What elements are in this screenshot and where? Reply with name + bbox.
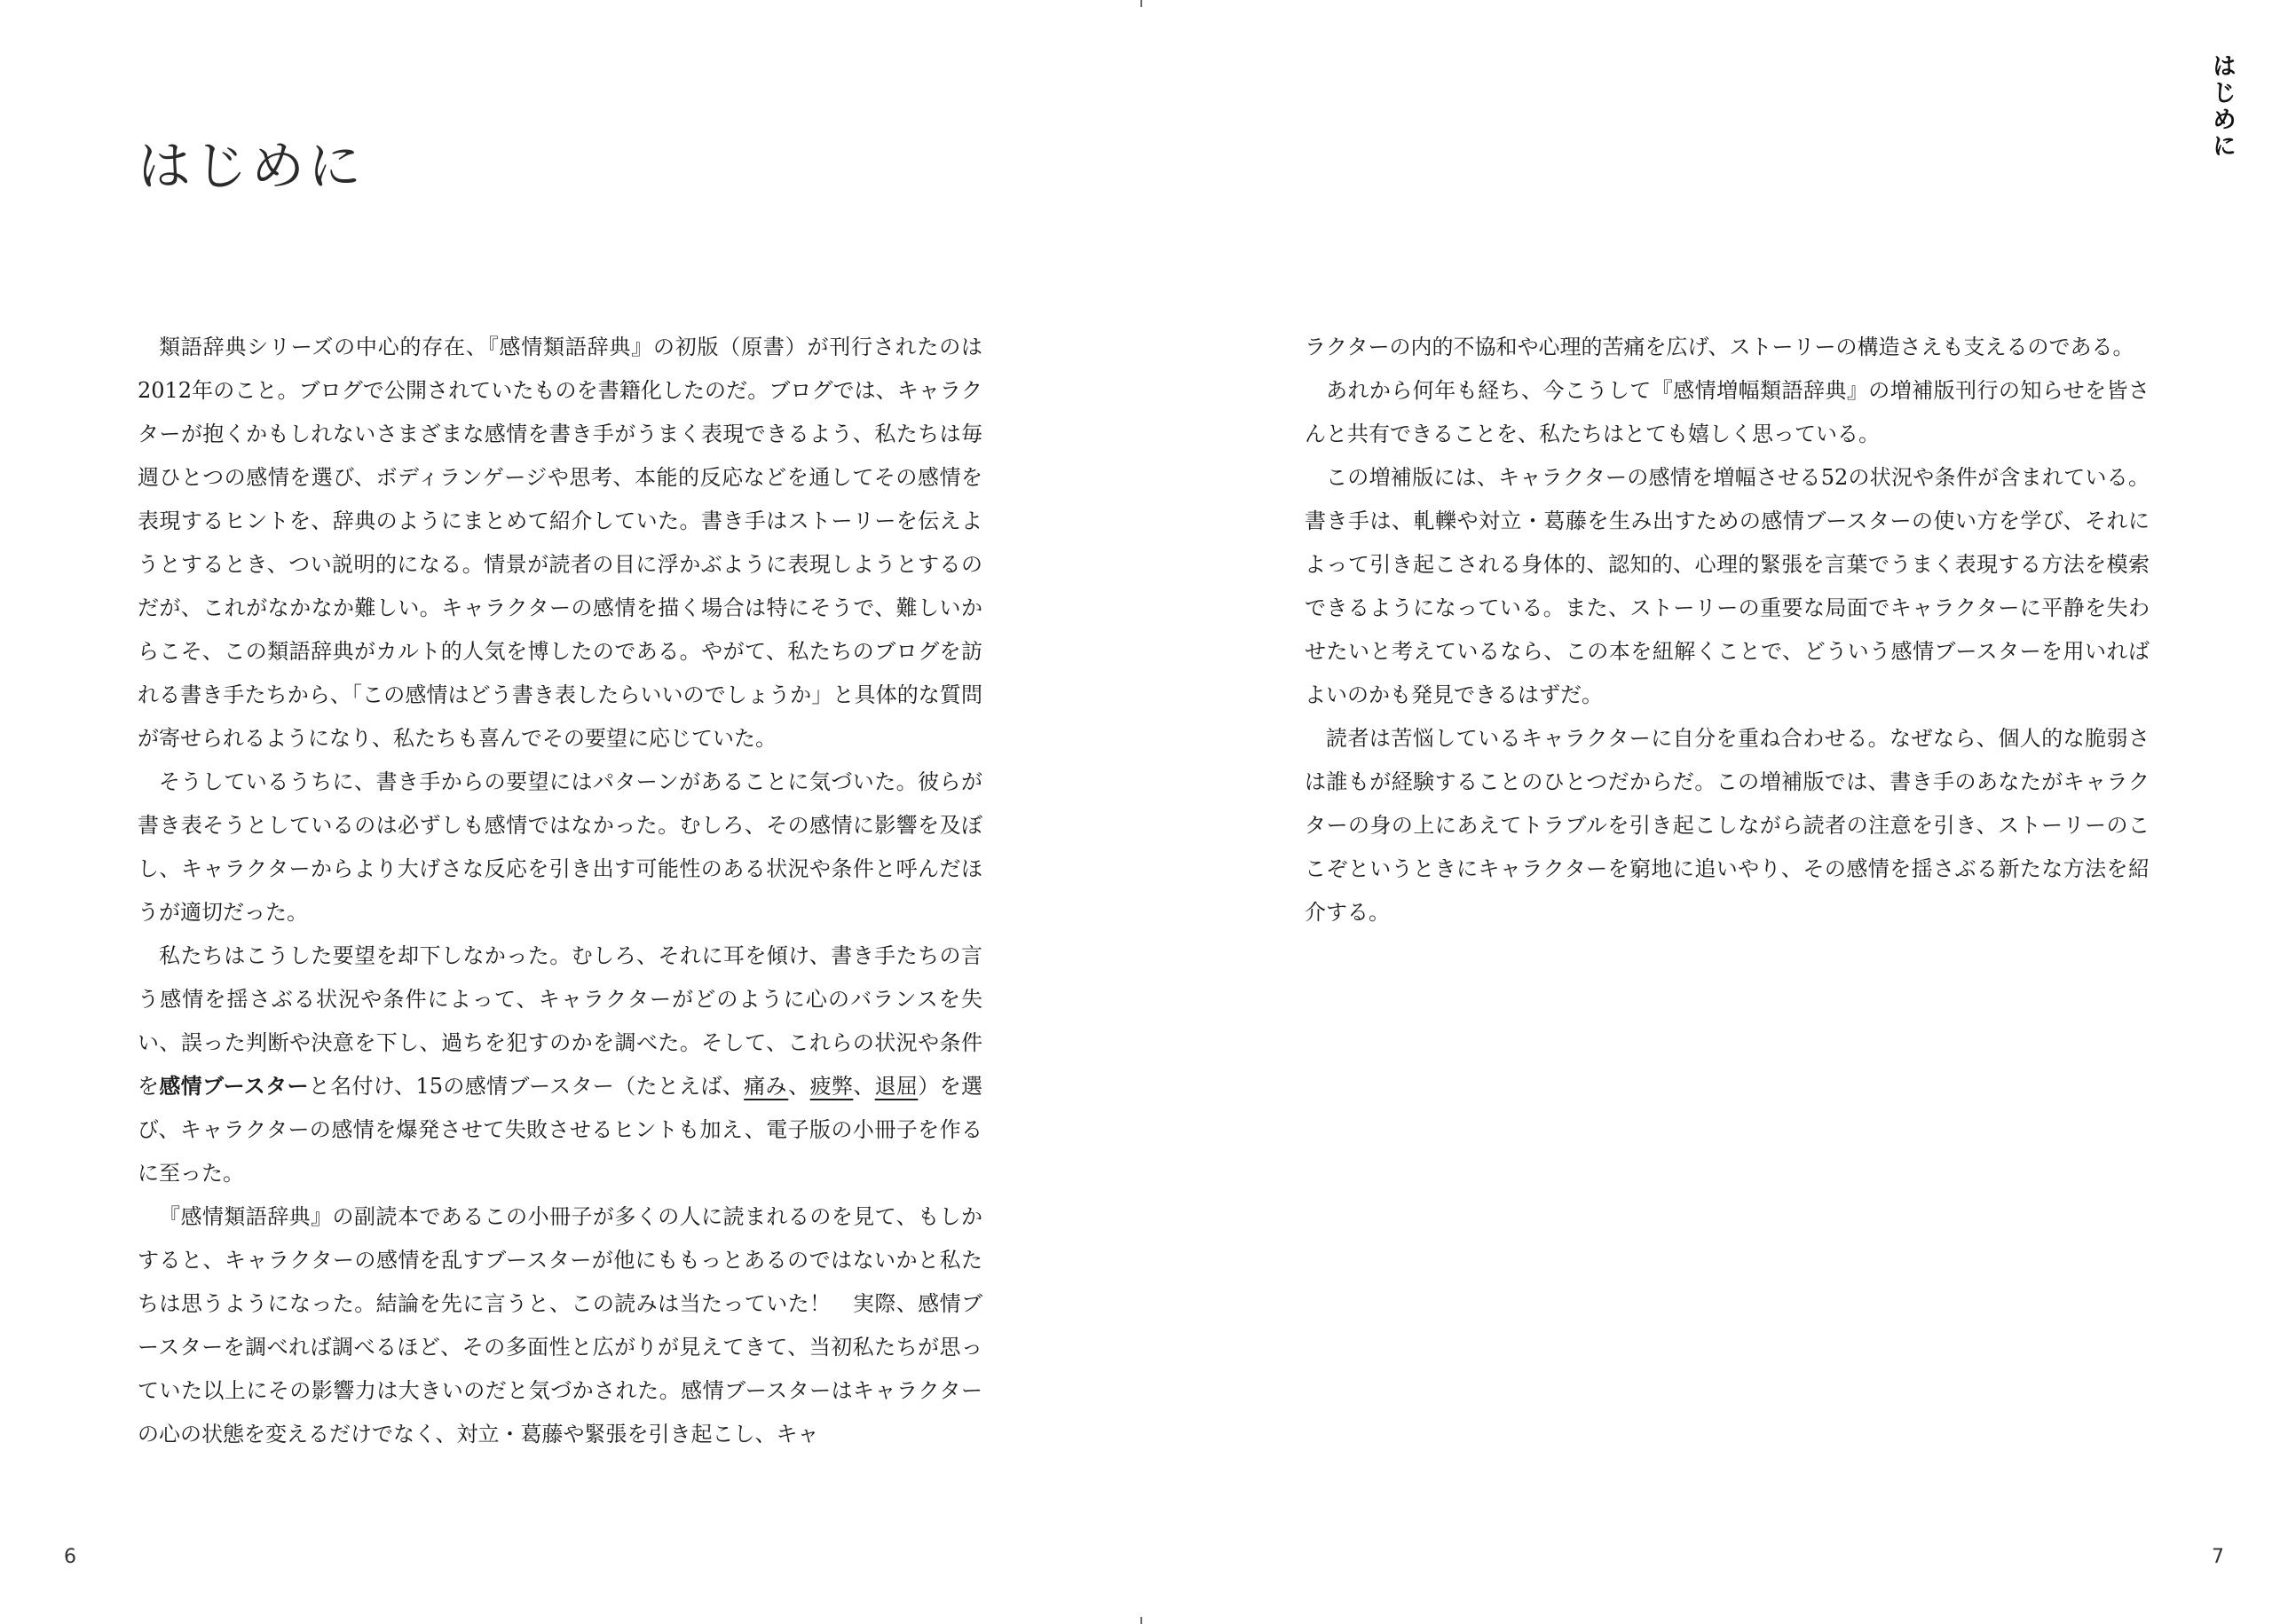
body-paragraph [1305, 717, 2150, 934]
right-page [1136, 0, 2272, 1624]
text-run: そうしているうちに、書き手からの要望にはパターンがあることに気づいた。彼らが書き表そうとしているのは必ずしも感情ではなかった。むしろ、その感情に影響を及ぼし、キャラクターからより大げさな反応を引き出す可能性のある状況や条件と呼んだほうが適切だった。 [138, 769, 982, 925]
page-number-left: 6 [64, 1546, 76, 1568]
text-run: この増補版には、キャラクターの感情を増幅させる52の状況や条件が含まれている。書き手は、軋轢や対立・葛藤を生み出すための感情ブースターの使い方を学び、それによって引き起こされる身体的、認知的、心理的緊張を言葉でうまく表現する方法を模索できるようになっている。また、ストーリーの重要な局面でキャラクターに平静を失わせたいと考えているなら、この本を紐解くことで、どういう感情ブースターを用いればよいのかも発見できるはずだ。 [1305, 465, 2150, 707]
text-run: ラクターの内的不協和や心理的苦痛を広げ、ストーリーの構造さえも支えるのである。 [1305, 335, 2134, 359]
body-paragraph [138, 934, 982, 1195]
linked-term: 疲弊 [809, 1074, 854, 1099]
text-run: 読者は苦悩しているキャラクターに自分を重ね合わせる。なぜなら、個人的な脆弱さは誰もが経験することのひとつだからだ。この増補版では、書き手のあなたがキャラクターの身の上にあえてトラブルを引き起こしながら読者の注意を引き、ストーリーのここぞというときにキャラクターを窮地に追いやり、その感情を揺さぶる新たな方法を紹介する。 [1305, 726, 2150, 925]
right-body-text [1305, 326, 2150, 934]
left-body-text [138, 326, 982, 1456]
linked-term: 退屈 [874, 1074, 919, 1099]
text-run: 類語辞典シリーズの中心的存在、『感情類語辞典』の初版（原書）が刊行されたのは2012年のこと。ブログで公開されていたものを書籍化したのだ。ブログでは、キャラクターが抱くかもしれないさまざまな感情を書き手がうまく表現できるよう、私たちは毎週ひとつの感情を選び、ボディランゲージや思考、本能的反応などを通してその感情を表現するヒントを、辞典のようにまとめて紹介していた。書き手はストーリーを伝えようとするとき、つい説明的になる。情景が読者の目に浮かぶように表現しようとするのだが、これがなかなか難しい。キャラクターの感情を描く場合は特にそうで、難しいからこそ、この類語辞典がカルト的人気を博したのである。やがて、私たちのブログを訪れる書き手たちから、「この感情はどう書き表したらいいのでしょうか」と具体的な質問が寄せられるようになり、私たちも喜んでその要望に応じていた。 [138, 335, 982, 751]
text-run: あれから何年も経ち、今こうして『感情増幅類語辞典』の増補版刊行の知らせを皆さんと共有できることを、私たちはとても嬉しく思っている。 [1305, 378, 2150, 446]
chapter-title: はじめに [138, 136, 365, 198]
page-number-right: 7 [2212, 1546, 2224, 1568]
body-paragraph [138, 761, 982, 934]
body-paragraph [138, 326, 982, 761]
body-paragraph [1305, 326, 2150, 369]
text-run: 私たちはこうした要望を却下しなかった。むしろ、それに耳を傾け、書き手たちの言う感情を揺さぶる状況や条件によって、キャラクターがどのように心のバランスを失い、誤った判断や決意を下し、過ちを犯すのかを調べた。そして、これらの状況や条件を [138, 943, 982, 1099]
body-paragraph [138, 1195, 982, 1456]
running-head: はじめに [2208, 53, 2236, 160]
text-run: ）を選び、キャラクターの感情を爆発させて失敗させるヒントも加え、電子版の小冊子を作るに至った。 [138, 1074, 983, 1186]
emphasis-term: 感情ブースター [159, 1074, 309, 1099]
text-run: 『感情類語辞典』の副読本であるこの小冊子が多くの人に読まれるのを見て、もしかすると、キャラクターの感情を乱すブースターが他にももっとあるのではないかと私たちは思うようになった。結論を先に言うと、この読みは当たっていた！ 実際、感情ブースターを調べれば調べるほど、その多面性と広がりが見えてきて、当初私たちが思っていた以上にその影響力は大きいのだと気づかされた。感情ブースターはキャラクターの心の状態を変えるだけでなく、対立・葛藤や緊張を引き起こし、キャ [138, 1204, 982, 1447]
text-run: 、 [853, 1074, 875, 1099]
text-run: 、 [788, 1074, 810, 1099]
body-paragraph [1305, 369, 2150, 456]
body-paragraph [1305, 456, 2150, 717]
linked-term: 痛み [744, 1074, 789, 1099]
text-run: と名付け、15の感情ブースター（たとえば、 [308, 1074, 745, 1099]
